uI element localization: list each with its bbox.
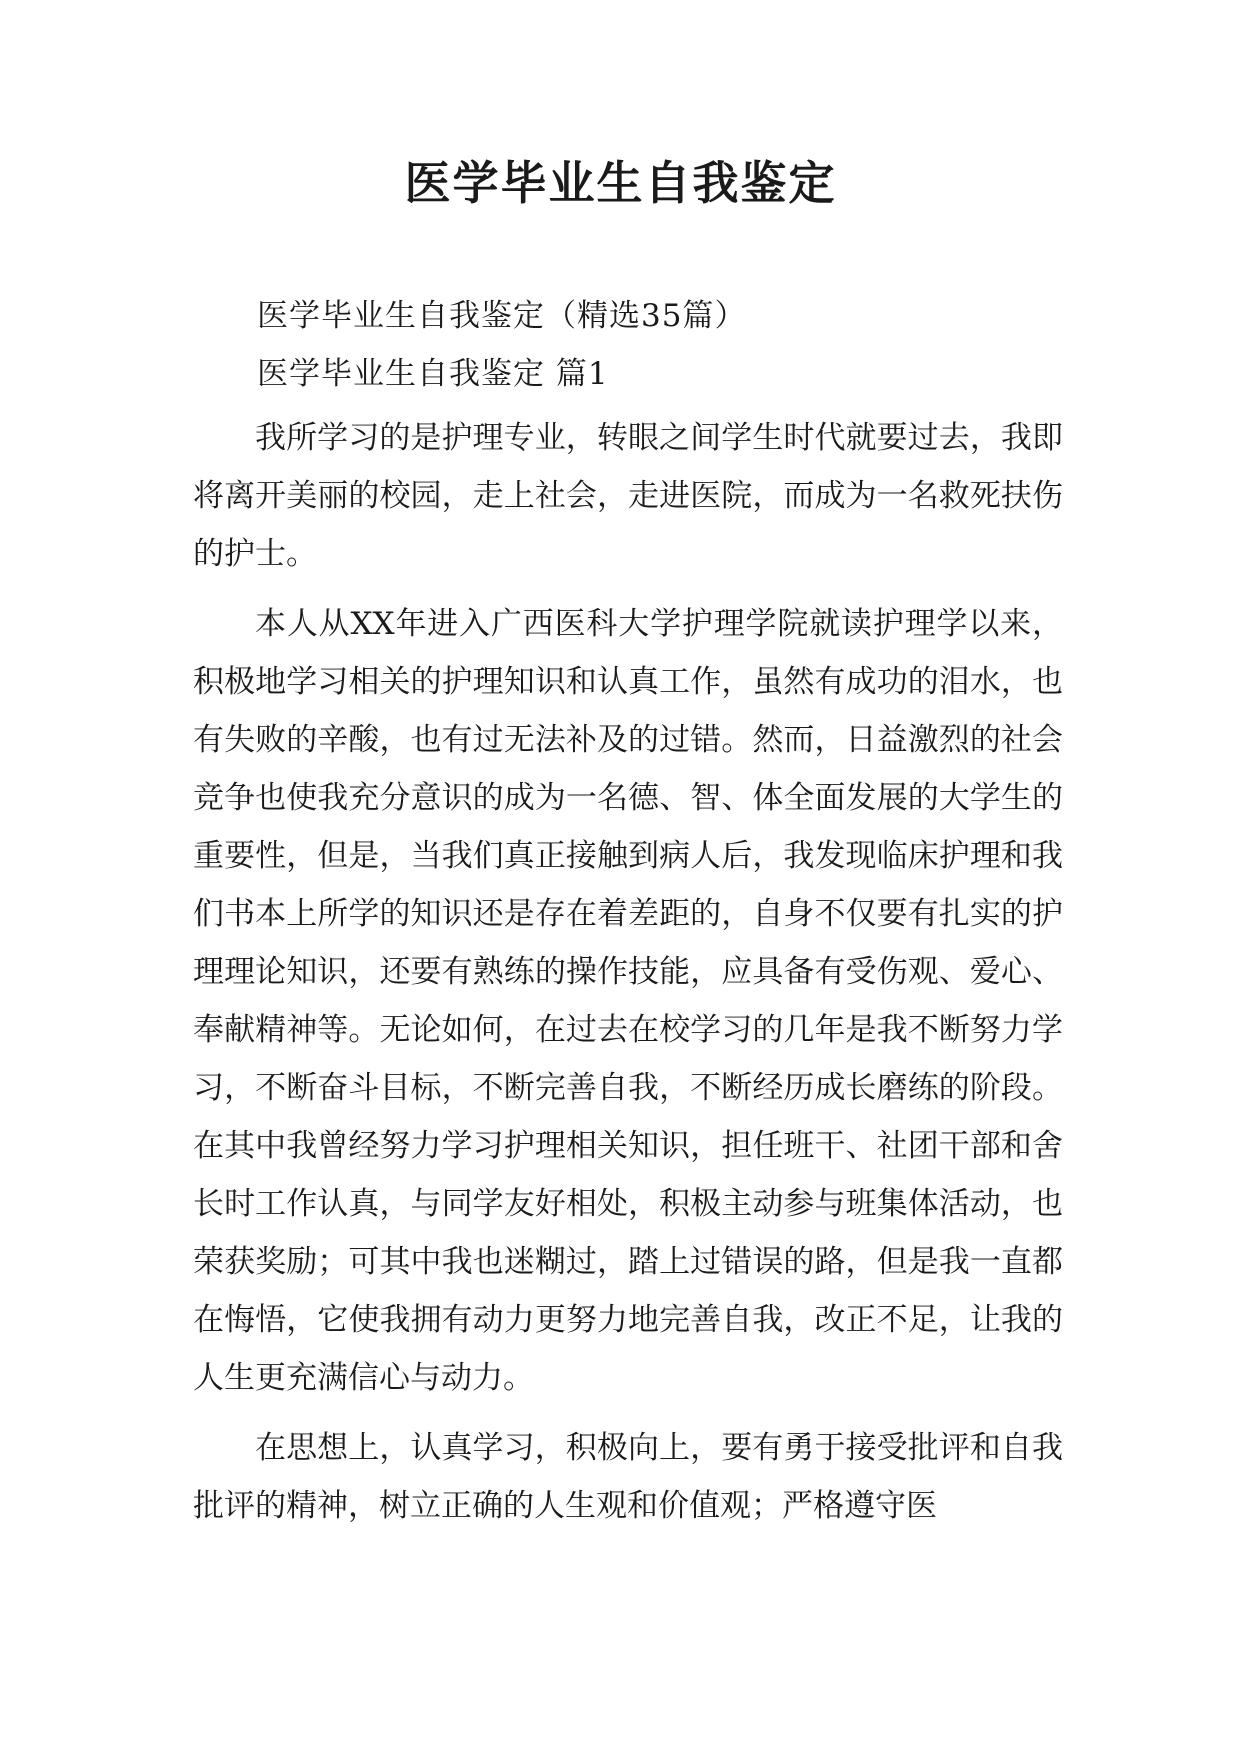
paragraph-1: 我所学习的是护理专业，转眼之间学生时代就要过去，我即将离开美丽的校园，走上社会，走进医院，而成为一名救死扶伤的护士。 — [193, 420, 1063, 572]
section-heading: 医学毕业生自我鉴定 篇1 — [257, 356, 609, 392]
document-subtitle: 医学毕业生自我鉴定（精选35篇） — [257, 298, 747, 334]
paragraph-3: 在思想上，认真学习，积极向上，要有勇于接受批评和自我批评的精神，树立正确的人生观和价值观；严格遵守医 — [193, 1430, 1063, 1524]
document-body — [193, 409, 1063, 1535]
document-title: 医学毕业生自我鉴定 — [404, 156, 837, 210]
paragraph-2: 本人从XX年进入广西医科大学护理学院就读护理学以来，积极地学习相关的护理知识和认真工作，虽然有成功的泪水，也有失败的辛酸，也有过无法补及的过错。然而，日益激烈的社会竞争也使我充分意识的成为一名德、智、体全面发展的大学生的重要性，但是，当我们真正接触到病人后，我发现临床护理和我们书本上所学的知识还是存在着差距的，自身不仅要有扎实的护理理论知识，还要有熟练的操作技能，应具备有受伤观、爱心、奉献精神等。无论如何，在过去在校学习的几年是我不断努力学习，不断奋斗目标，不断完善自我，不断经历成长磨练的阶段。在其中我曾经努力学习护理相关知识，担任班干、社团干部和舍长时工作认真，与同学友好相处，积极主动参与班集体活动，也荣获奖励；可其中我也迷糊过，踏上过错误的路，但是我一直都在悔悟，它使我拥有动力更努力地完善自我，改正不足，让我的人生更充满信心与动力。 — [193, 606, 1063, 1396]
